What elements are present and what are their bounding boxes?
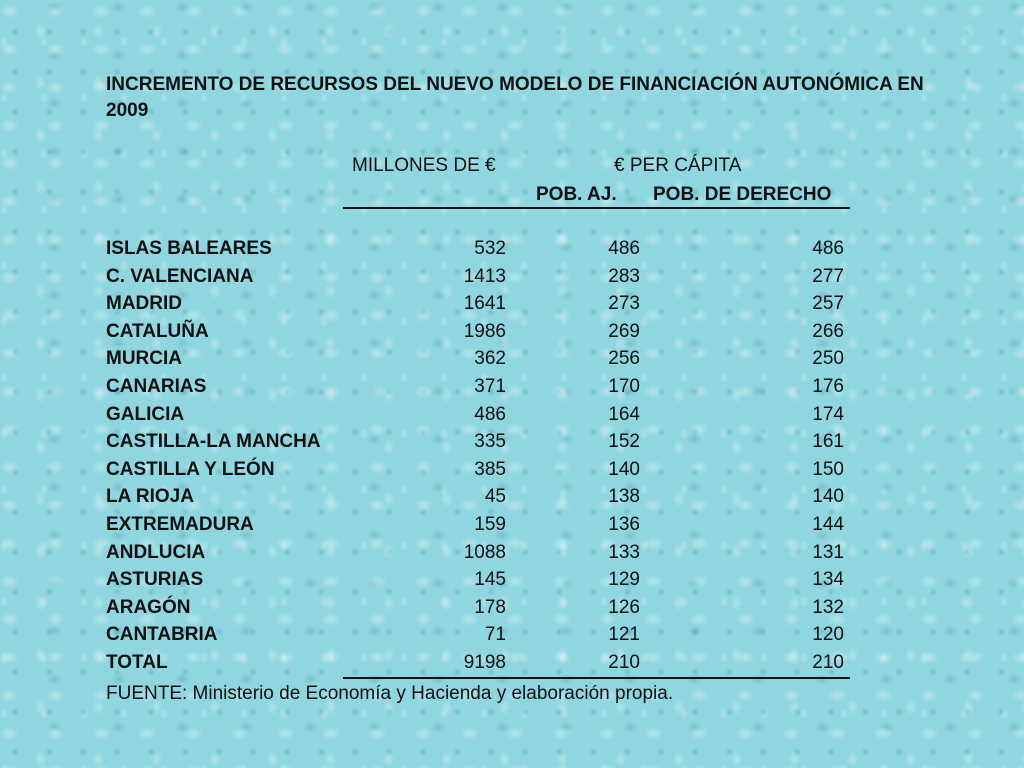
pob-aj-value: 170 [608,376,640,397]
pob-derecho-value: 176 [812,376,844,397]
millones-value: 9198 [463,652,506,673]
pob-aj-value: 164 [608,403,640,425]
table-row [106,318,846,346]
millones-value: 371 [474,376,506,397]
pob-derecho-value: 140 [812,486,844,508]
header-pob-aj: POB. AJ. [536,184,617,205]
millones-value: 335 [474,431,506,453]
pob-aj-value: 133 [608,541,640,563]
pob-derecho-value: 161 [812,431,844,453]
header-millones: MILLONES DE € [352,155,496,176]
table-row [106,621,846,649]
region-name: CATALUÑA [106,320,209,342]
pob-derecho-value: 132 [812,596,844,618]
millones-value: 145 [474,569,506,591]
table-row [106,373,846,401]
pob-derecho-value: 120 [812,624,844,646]
region-name: ARAGÓN [106,596,191,618]
millones-value: 1413 [463,265,506,287]
pob-derecho-value: 131 [812,541,844,563]
source-note: FUENTE: Ministerio de Economía y Hacienda y elaboración propia. [106,683,674,704]
table-row [106,483,846,511]
region-name: C. VALENCIANA [106,265,254,287]
header-rule [343,207,850,209]
millones-value: 362 [474,348,506,370]
table-row [106,428,846,456]
region-name: LA RIOJA [106,486,194,508]
table-row [106,594,846,622]
region-name: MADRID [106,293,182,315]
millones-value: 159 [474,514,506,535]
pob-derecho-value: 174 [812,403,844,425]
millones-value: 71 [484,624,506,646]
pob-aj-value: 138 [608,486,640,508]
region-name: CASTILLA-LA MANCHA [106,431,321,453]
pob-aj-value: 283 [608,265,640,287]
pob-derecho-value: 134 [812,569,844,591]
pob-aj-value: 126 [608,596,640,618]
table-row [106,290,846,318]
millones-value: 1986 [463,320,506,342]
region-name: CASTILLA Y LEÓN [106,458,275,480]
table-row [106,456,846,484]
table-row [106,539,846,567]
region-name: ASTURIAS [106,569,204,591]
pob-aj-value: 486 [608,238,640,259]
region-name: CANTABRIA [106,624,218,646]
millones-value: 1641 [463,293,506,315]
region-name: EXTREMADURA [106,514,254,535]
table-row [106,511,846,539]
pob-aj-value: 140 [608,458,640,480]
region-name: GALICIA [106,403,185,425]
millones-value: 486 [474,403,506,425]
pob-derecho-value: 486 [812,238,844,259]
slide-title: INCREMENTO DE RECURSOS DEL NUEVO MODELO DE FINANCIACIÓN AUTONÓMICA EN 2009 [106,74,924,121]
pob-derecho-value: 150 [812,458,844,480]
pob-derecho-value: 277 [812,265,844,287]
header-per-capita: € PER CÁPITA [614,155,742,176]
pob-aj-value: 269 [608,320,640,342]
pob-aj-value: 256 [608,348,640,370]
table-row [106,345,846,373]
header-pob-derecho: POB. DE DERECHO [653,184,832,205]
millones-value: 385 [474,458,506,480]
pob-aj-value: 210 [608,652,640,673]
region-name: TOTAL [106,652,168,673]
millones-value: 1088 [463,541,506,563]
region-name: CANARIAS [106,376,207,397]
pob-derecho-value: 144 [812,514,844,535]
pob-aj-value: 152 [608,431,640,453]
pob-aj-value: 129 [608,569,640,591]
table-row [106,235,846,263]
table-row [106,566,846,594]
pob-derecho-value: 266 [812,320,844,342]
table-row [106,401,846,429]
pob-derecho-value: 210 [812,652,844,673]
millones-value: 178 [474,596,506,618]
footer-rule [343,677,850,679]
pob-aj-value: 121 [608,624,640,646]
millones-value: 45 [484,486,506,508]
millones-value: 532 [474,238,506,259]
region-name: MURCIA [106,348,182,370]
region-name: ANDLUCIA [106,541,206,563]
pob-aj-value: 136 [608,514,640,535]
pob-derecho-value: 250 [812,348,844,370]
region-name: ISLAS BALEARES [106,238,272,259]
table-row [106,263,846,291]
pob-derecho-value: 257 [812,293,844,315]
table-row [106,649,846,677]
pob-aj-value: 273 [608,293,640,315]
